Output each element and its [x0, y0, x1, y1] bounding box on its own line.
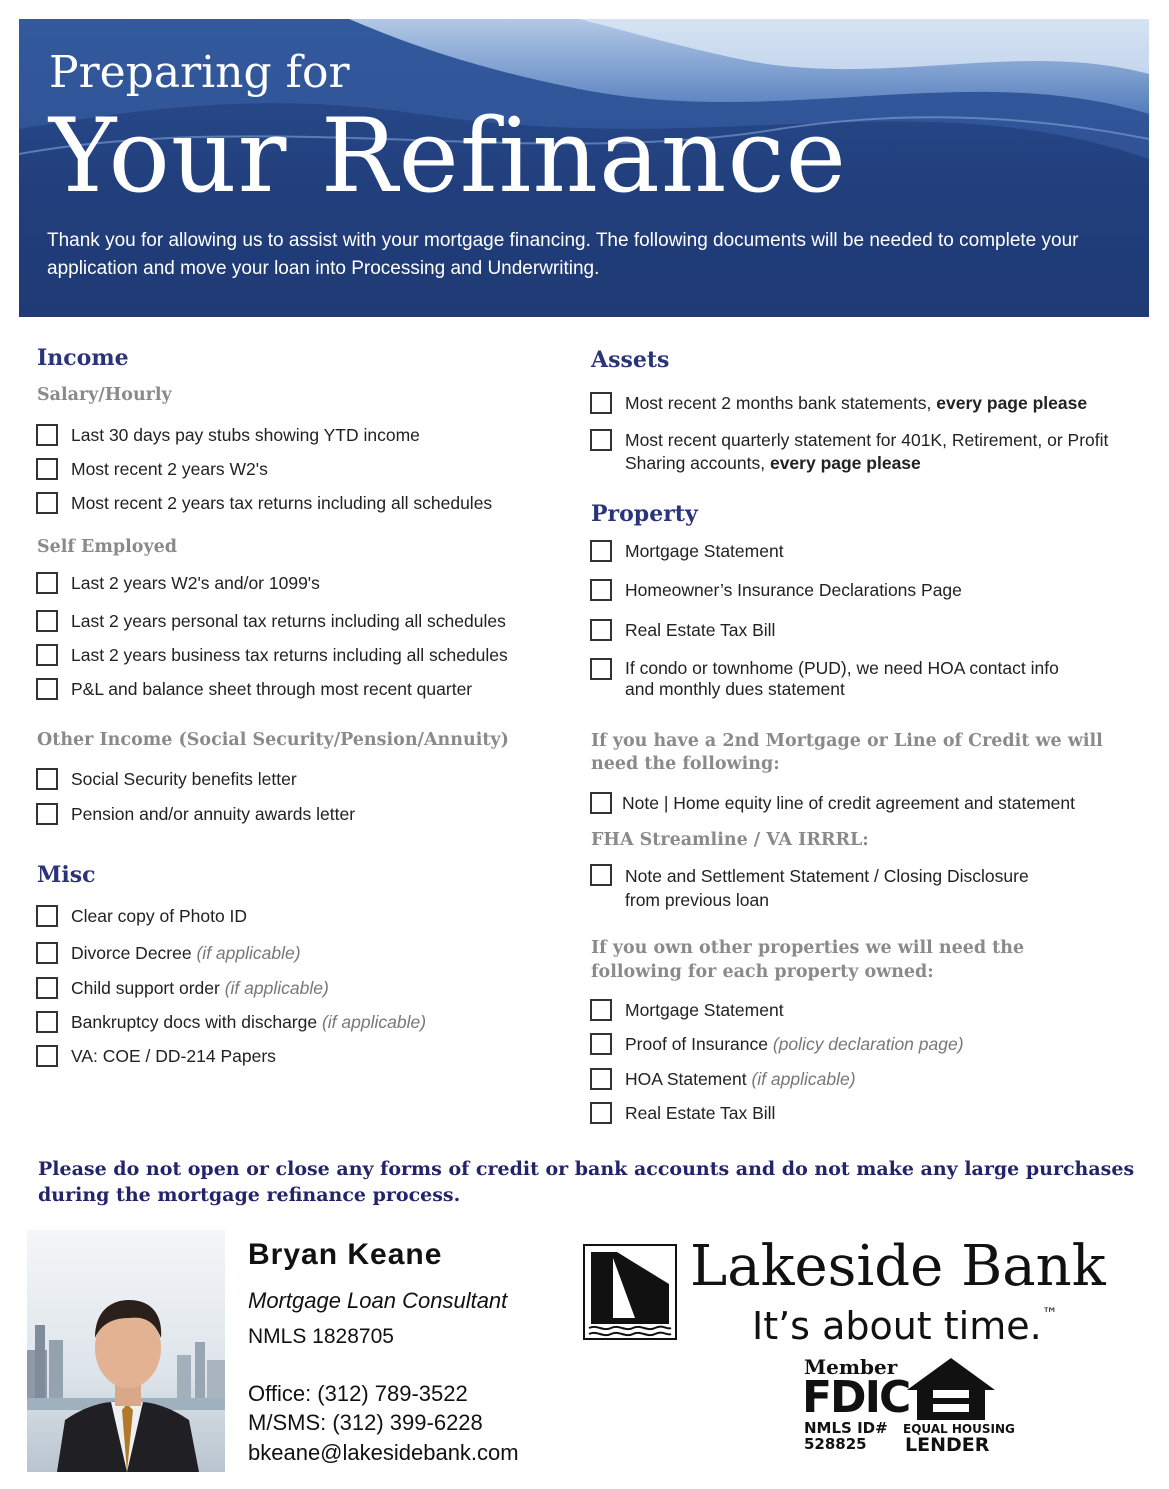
checklist-item[interactable]: [36, 644, 508, 667]
checklist-item[interactable]: [36, 1045, 276, 1068]
item-note: (if applicable): [224, 978, 329, 998]
item-label: HOA Statement (if applicable): [625, 1069, 856, 1089]
checklist-item[interactable]: [36, 803, 355, 826]
item-label: Most recent 2 months bank statements, every page please: [625, 393, 1088, 413]
checklist-item[interactable]: [36, 1011, 426, 1034]
fha-subheading: FHA Streamline / VA IRRRL:: [591, 830, 869, 850]
checkbox[interactable]: [36, 572, 58, 594]
checkbox[interactable]: [36, 803, 58, 825]
item-label: If condo or townhome (PUD), we need HOA contact info and monthly dues statement: [625, 658, 1059, 699]
checkbox[interactable]: [590, 1033, 612, 1055]
item-label: Last 2 years business tax returns including all schedules: [71, 645, 508, 665]
checkbox[interactable]: [36, 610, 58, 632]
checkbox[interactable]: [590, 864, 612, 886]
checklist-item[interactable]: [590, 579, 962, 602]
item-label: Last 30 days pay stubs showing YTD income: [71, 425, 420, 445]
checkbox[interactable]: [36, 1011, 58, 1033]
equal-housing-label: EQUAL HOUSING: [903, 1422, 1015, 1436]
consultant-nmls: NMLS 1828705: [248, 1325, 394, 1348]
item-label: VA: COE / DD-214 Papers: [71, 1046, 276, 1066]
checkbox[interactable]: [590, 999, 612, 1021]
checkbox[interactable]: [36, 424, 58, 446]
assets-heading: Assets: [591, 347, 670, 373]
warning-note: Please do not open or close any forms of credit or bank accounts and do not make any large purchases during the mortgage refinance process.: [38, 1158, 1135, 1206]
checkbox[interactable]: [36, 458, 58, 480]
checklist-item[interactable]: [590, 392, 1087, 415]
intro-text: Thank you for allowing us to assist with your mortgage financing. The following documents will be needed to complete your application and move your loan into Processing and Underwriting.: [47, 230, 1079, 279]
checklist-item[interactable]: [36, 610, 506, 633]
item-label: Real Estate Tax Bill: [625, 1103, 776, 1123]
item-label: Last 2 years personal tax returns including all schedules: [71, 611, 506, 631]
item-note: (if applicable): [196, 943, 301, 963]
checklist-item[interactable]: [590, 540, 784, 563]
checklist-item[interactable]: [36, 942, 301, 965]
checkbox[interactable]: [590, 579, 612, 601]
item-note: (if applicable): [321, 1012, 427, 1032]
fdic-logo: FDIC: [802, 1372, 910, 1423]
consultant-name: Bryan Keane: [248, 1238, 443, 1271]
item-note: (if applicable): [751, 1069, 856, 1089]
checkbox[interactable]: [590, 429, 612, 451]
email-link[interactable]: bkeane@lakesidebank.com: [248, 1440, 519, 1465]
item-label: Real Estate Tax Bill: [625, 620, 776, 640]
misc-heading: Misc: [37, 862, 96, 888]
member-label: Member: [804, 1355, 898, 1379]
checklist-item[interactable]: [36, 572, 320, 595]
salary-subheading: Salary/Hourly: [37, 385, 172, 405]
consultant-role: Mortgage Loan Consultant: [248, 1288, 508, 1313]
item-label: Most recent 2 years tax returns including all schedules: [71, 493, 493, 513]
item-note: (policy declaration page): [772, 1034, 964, 1054]
property-heading: Property: [591, 501, 698, 527]
item-label: Mortgage Statement: [625, 541, 784, 561]
checklist-item[interactable]: [590, 1102, 775, 1125]
checklist-item[interactable]: [590, 792, 1075, 815]
self-employed-subheading: Self Employed: [37, 537, 177, 557]
item-label: Homeowner’s Insurance Declarations Page: [625, 580, 962, 600]
item-label: Note and Settlement Statement / Closing Disclosure from previous loan: [625, 866, 1029, 910]
checkbox[interactable]: [36, 644, 58, 666]
header-banner: [19, 19, 1149, 317]
checklist-item[interactable]: [36, 678, 472, 701]
checkbox[interactable]: [36, 977, 58, 999]
checkbox[interactable]: [36, 768, 58, 790]
item-label: Social Security benefits letter: [71, 769, 297, 789]
pre-title: Preparing for: [49, 47, 350, 98]
item-label: Clear copy of Photo ID: [71, 906, 248, 926]
checklist-item[interactable]: [36, 977, 329, 1000]
checkbox[interactable]: [590, 540, 612, 562]
item-label: Last 2 years W2's and/or 1099's: [71, 573, 320, 593]
bank-nmls: NMLS ID# 528825: [804, 1419, 888, 1453]
checklist-item[interactable]: [36, 905, 247, 928]
bank-name: Lakeside Bank: [690, 1234, 1106, 1299]
checkbox[interactable]: [590, 1102, 612, 1124]
lender-label: LENDER: [905, 1434, 990, 1456]
checklist-item[interactable]: [590, 429, 1115, 475]
item-label: Most recent quarterly statement for 401K, Retirement, or Profit Sharing accounts, every page please: [625, 430, 1109, 473]
bank-tagline: It’s about time.™: [752, 1304, 1058, 1348]
office-phone[interactable]: Office: (312) 789-3522: [248, 1381, 468, 1406]
checkbox[interactable]: [590, 1068, 612, 1090]
checklist-item[interactable]: [590, 658, 1085, 700]
item-label: Mortgage Statement: [625, 1000, 784, 1020]
item-label: Pension and/or annuity awards letter: [71, 804, 356, 824]
lakeside-logo-icon: [583, 1244, 677, 1340]
item-label: Note | Home equity line of credit agreement and statement: [622, 793, 1075, 813]
checklist-item[interactable]: [590, 1068, 856, 1091]
checkbox[interactable]: [36, 942, 58, 964]
checklist-item[interactable]: [590, 619, 775, 642]
checklist-item[interactable]: [36, 768, 297, 791]
item-label: Child support order (if applicable): [71, 978, 329, 998]
checklist-item[interactable]: [36, 458, 268, 481]
consultant-photo: [27, 1230, 225, 1472]
other-income-subheading: Other Income (Social Security/Pension/Annuity): [37, 730, 509, 750]
other-properties-subheading: If you own other properties we will need the following for each property owned:: [591, 938, 1025, 982]
checkbox[interactable]: [36, 678, 58, 700]
mobile-phone[interactable]: M/SMS: (312) 399-6228: [248, 1410, 483, 1435]
checkbox[interactable]: [36, 1045, 58, 1067]
item-label: P&L and balance sheet through most recent quarter: [71, 679, 473, 699]
checkbox[interactable]: [590, 658, 612, 680]
checklist-item[interactable]: [590, 999, 784, 1022]
page-title: Your Refinance: [49, 97, 847, 216]
income-heading: Income: [37, 345, 129, 371]
item-label: Most recent 2 years W2's: [71, 459, 268, 479]
checkbox[interactable]: [590, 392, 612, 414]
checklist-item[interactable]: [590, 1033, 964, 1056]
checklist-item[interactable]: [36, 424, 420, 447]
checkbox[interactable]: [36, 492, 58, 514]
item-label: Divorce Decree (if applicable): [71, 943, 301, 963]
checklist-item[interactable]: [590, 864, 1065, 912]
checkbox[interactable]: [590, 792, 612, 814]
checkbox[interactable]: [36, 905, 58, 927]
item-label: Bankruptcy docs with discharge (if applicable): [71, 1012, 427, 1032]
second-mortgage-subheading: If you have a 2nd Mortgage or Line of Credit we will need the following:: [591, 731, 1103, 774]
checklist-item[interactable]: [36, 492, 492, 515]
checkbox[interactable]: [590, 619, 612, 641]
equal-housing-icon: [903, 1356, 999, 1422]
item-label: Proof of Insurance (policy declaration page): [625, 1034, 964, 1054]
